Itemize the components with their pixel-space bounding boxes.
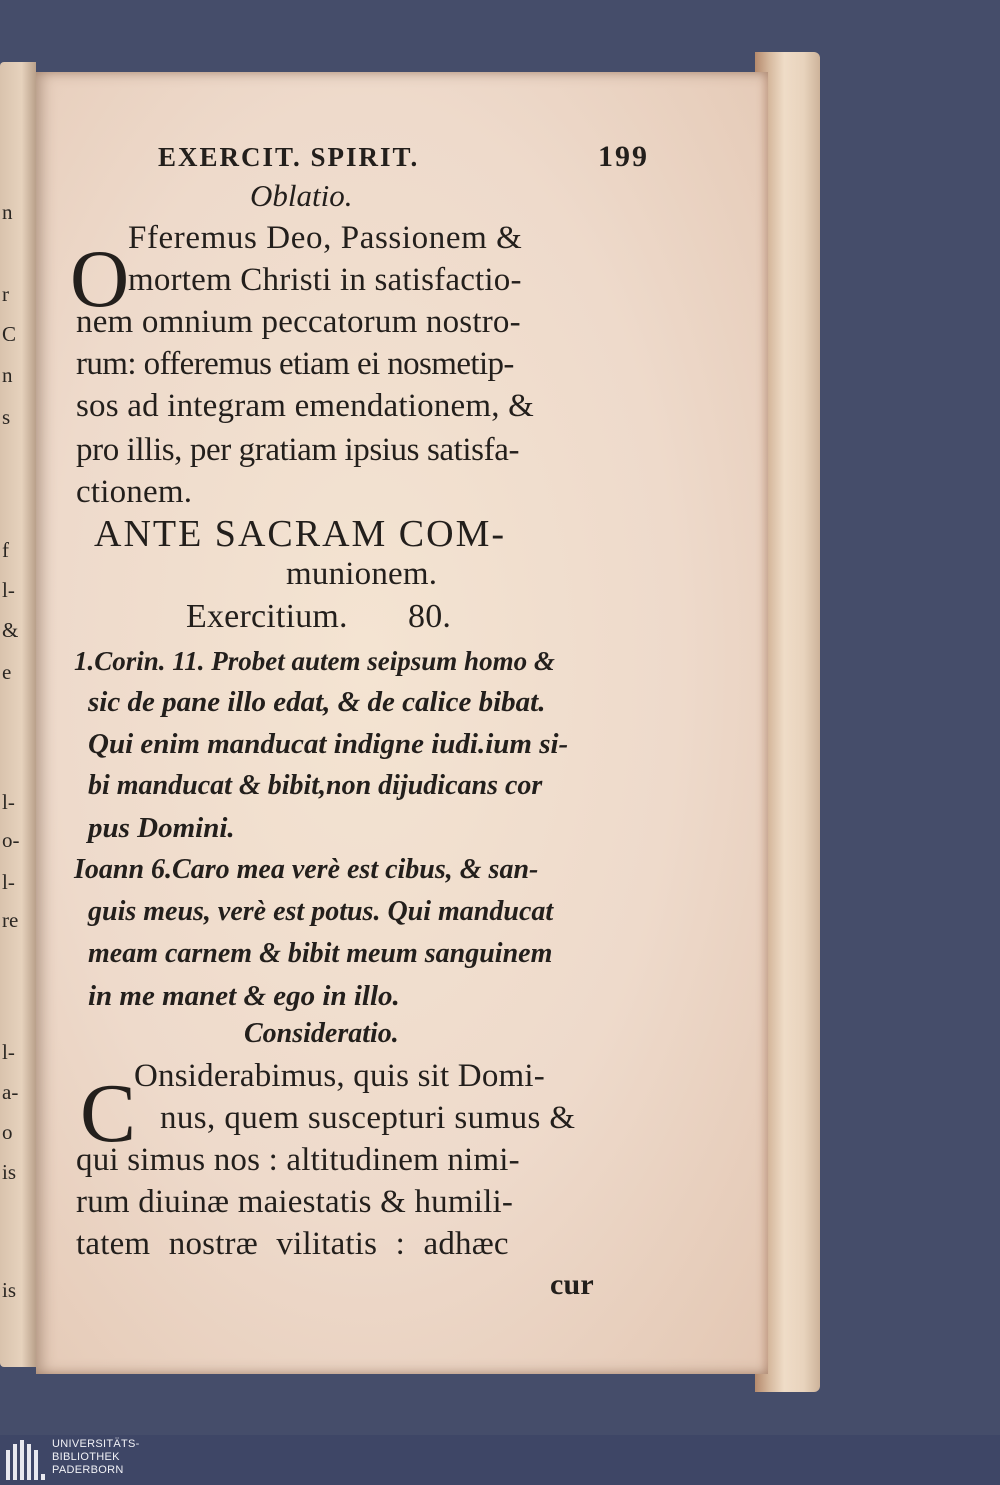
oblatio-line: nem omnium peccatorum nostro- [76, 304, 521, 340]
consideratio-title: Consideratio. [244, 1018, 399, 1049]
scripture-line: Ioann 6.Caro mea verè est cibus, & san- [74, 854, 539, 885]
left-fragment: re [2, 908, 19, 932]
oblatio-line: rum: offeremus etiam ei nosmetip- [76, 346, 514, 382]
scripture-line: 1.Corin. 11. Probet autem seipsum homo & [74, 646, 555, 676]
catchword: cur [550, 1268, 594, 1301]
library-logo-text [52, 1438, 140, 1477]
left-fragment: n [2, 200, 13, 224]
oblatio-line: ctionem. [76, 474, 193, 510]
logo-line: PADERBORN [52, 1464, 124, 1476]
logo-line: BIBLIOTHEK [52, 1451, 120, 1463]
consideratio-drop-cap: C [80, 1067, 137, 1160]
consideratio-line: rum diuinæ maiestatis & humili- [76, 1184, 514, 1220]
left-fragment: e [2, 660, 12, 684]
oblatio-line: pro illis, per gratiam ipsius satisfa- [76, 432, 520, 468]
scripture-line: Qui enim manducat indigne iudi.ium si- [88, 728, 569, 760]
left-fragment: o [2, 1120, 13, 1144]
consideratio-line: nus, quem suscepturi sumus & [160, 1100, 576, 1136]
section-heading-continued: munionem. [286, 556, 438, 592]
exercitium-number: 80. [408, 598, 452, 635]
oblatio-line: mortem Christi in satisfactio- [128, 262, 522, 298]
left-fragment: r [2, 282, 9, 306]
section-heading: ANTE SACRAM COM- [94, 513, 507, 555]
library-logo-icon [6, 1440, 44, 1480]
logo-line: UNIVERSITÄTS- [52, 1438, 140, 1450]
consideratio-line: Onsiderabimus, quis sit Domi- [134, 1058, 545, 1094]
running-head: EXERCIT. SPIRIT. [158, 142, 420, 172]
page-text [36, 72, 768, 1374]
left-fragment: l- [2, 870, 15, 894]
scripture-line: in me manet & ego in illo. [88, 980, 400, 1012]
library-footer-bar [0, 1435, 1000, 1485]
oblatio-drop-cap: O [70, 233, 130, 324]
scripture-line: pus Domini. [88, 812, 235, 844]
left-fragment: l- [2, 790, 15, 814]
left-fragment: is [2, 1160, 17, 1184]
left-fragment: o- [2, 828, 20, 852]
scripture-line: bi manducat & bibit,non dijudicans cor [88, 770, 543, 801]
left-fragment: & [2, 618, 19, 642]
left-fragment: n [2, 363, 13, 387]
scripture-line: guis meus, verè est potus. Qui manducat [88, 896, 554, 927]
left-fragment: f [2, 538, 9, 562]
left-fragment: s [2, 405, 11, 429]
left-fragment: l- [2, 578, 15, 602]
scripture-line: meam carnem & bibit meum sanguinem [88, 938, 553, 969]
left-fragment: a- [2, 1080, 19, 1104]
exercitium-label: Exercitium. [186, 598, 348, 635]
left-fragment: C [2, 322, 17, 346]
consideratio-line: tatem nostræ vilitatis : adhæc [76, 1226, 509, 1262]
page-number: 199 [598, 140, 649, 173]
left-fragment: l- [2, 1040, 15, 1064]
left-page-fragments [0, 62, 30, 1367]
oblatio-line: sos ad integram emendationem, & [76, 388, 535, 424]
left-fragment: is [2, 1278, 17, 1302]
oblatio-title: Oblatio. [250, 178, 353, 213]
scripture-line: sic de pane illo edat, & de calice bibat. [88, 686, 546, 718]
consideratio-line: qui simus nos : altitudinem nimi- [76, 1142, 520, 1178]
oblatio-line: Fferemus Deo, Passionem & [128, 220, 523, 256]
